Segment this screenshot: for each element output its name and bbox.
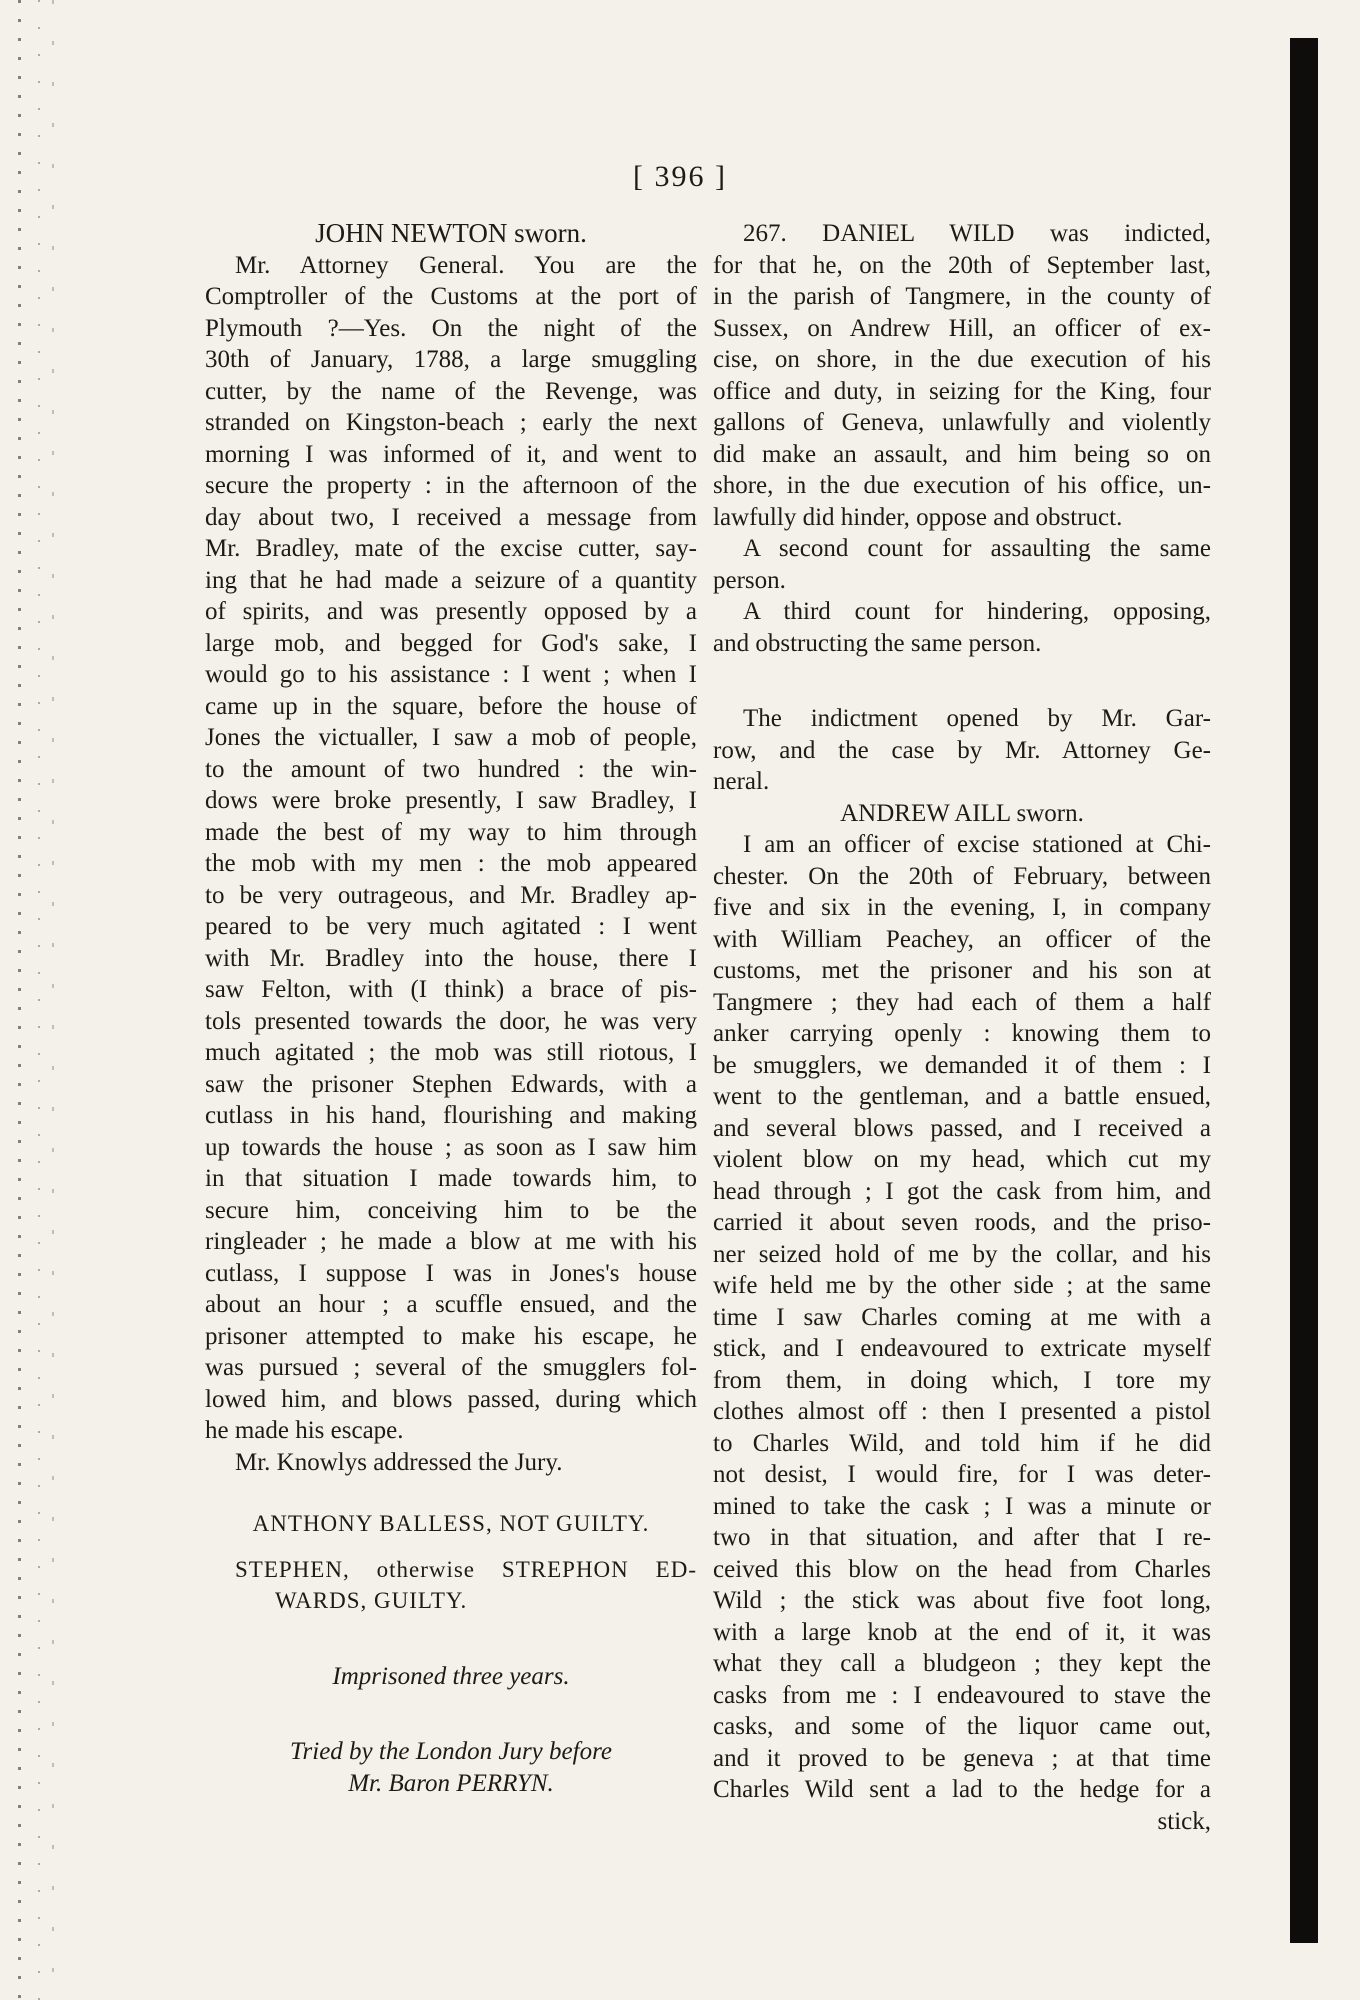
- verdict-edwards-2: WARDS, GUILTY.: [275, 1588, 468, 1613]
- left-testimony: [205, 250, 697, 1447]
- text-line: anker carrying openly : knowing them to: [713, 1020, 1211, 1047]
- text-line: two in that situation, and after that I re-: [713, 1524, 1211, 1551]
- text-line: from them, in doing which, I tore my: [713, 1366, 1211, 1394]
- text-line: peared to be very much agitated : I went: [205, 913, 697, 940]
- page-number: [ 396 ]: [633, 160, 727, 193]
- text-line: morning I was informed of it, and went to: [205, 440, 697, 468]
- text-line: time I saw Charles coming at me with a: [713, 1303, 1211, 1331]
- text-line: head through ; I got the cask from him, and: [713, 1177, 1211, 1205]
- text-line: with William Peachey, an officer of the: [713, 925, 1211, 953]
- text-line: office and duty, in seizing for the King, four: [713, 377, 1211, 405]
- right-column: [713, 218, 1211, 1837]
- text-line: to the amount of two hundred : the win-: [205, 755, 697, 783]
- text-line: shore, in the due execution of his office, un-: [713, 472, 1211, 499]
- text-line: stick, and I endeavoured to extricate myself: [713, 1335, 1211, 1362]
- text-line: I am an officer of excise stationed at Chi-: [743, 831, 1211, 858]
- text-line: he made his escape.: [205, 1417, 404, 1444]
- text-line: chester. On the 20th of February, between: [713, 862, 1211, 890]
- text-line: and obstructing the same person.: [713, 629, 1042, 657]
- text-line: neral.: [713, 768, 770, 795]
- text-line: to be very outrageous, and Mr. Bradley ap-: [205, 881, 697, 909]
- text-line: would go to his assistance : I went ; when I: [205, 661, 697, 688]
- text-line: cise, on shore, in the due execution of his: [713, 346, 1211, 373]
- text-line: up towards the house ; as soon as I saw him: [205, 1133, 697, 1161]
- text-line: five and six in the evening, I, in company: [713, 894, 1211, 921]
- text-line: large mob, and begged for God's sake, I: [205, 629, 697, 657]
- text-line: tols presented towards the door, he was very: [205, 1007, 697, 1035]
- third-count: [713, 596, 1211, 659]
- text-line: about an hour ; a scuffle ensued, and the: [205, 1291, 697, 1318]
- text-line: secure him, conceiving him to be the: [205, 1196, 697, 1224]
- text-line: mined to take the cask ; I was a minute or: [713, 1492, 1211, 1520]
- text-line: gallons of Geneva, unlawfully and violently: [713, 409, 1211, 436]
- text-line: be smugglers, we demanded it of them : I: [713, 1051, 1211, 1079]
- indictment-opened: [713, 703, 1211, 798]
- catchword: stick,: [1157, 1807, 1211, 1835]
- text-line: of spirits, and was presently opposed by a: [205, 598, 697, 625]
- text-line: clothes almost off : then I presented a pistol: [713, 1398, 1211, 1425]
- right-testimony: [713, 829, 1211, 1806]
- text-line: saw Felton, with (I think) a brace of pis-: [205, 976, 697, 1003]
- text-line: in that situation I made towards him, to: [205, 1165, 697, 1192]
- text-line: violent blow on my head, which cut my: [713, 1146, 1211, 1173]
- text-line: wife held me by the other side ; at the same: [713, 1272, 1211, 1299]
- text-line: the mob with my men : the mob appeared: [205, 850, 697, 877]
- text-line: casks, and some of the liquor came out,: [713, 1713, 1211, 1740]
- text-line: ringleader ; he made a blow at me with his: [205, 1228, 697, 1255]
- verdict-balless: ANTHONY BALLESS, NOT GUILTY.: [252, 1511, 650, 1536]
- text-line: did make an assault, and him being so on: [713, 440, 1211, 468]
- text-line: Sussex, on Andrew Hill, an officer of ex-: [713, 314, 1211, 342]
- verdict-edwards-1: STEPHEN, otherwise STREPHON ED-: [235, 1556, 697, 1582]
- text-line: stranded on Kingston-beach ; early the next: [205, 409, 697, 436]
- text-line: to Charles Wild, and told him if he did: [713, 1429, 1211, 1457]
- text-line: Plymouth ?—Yes. On the night of the: [205, 314, 697, 342]
- text-line: Comptroller of the Customs at the port of: [205, 283, 697, 310]
- text-line: lawfully did hinder, oppose and obstruct.: [713, 503, 1123, 531]
- text-line: Tangmere ; they had each of them a half: [713, 988, 1211, 1016]
- text-line: lowed him, and blows passed, during which: [205, 1385, 697, 1413]
- text-line: cutter, by the name of the Revenge, was: [205, 377, 697, 405]
- text-line: row, and the case by Mr. Attorney Ge-: [713, 736, 1211, 764]
- text-line: ing that he had made a seizure of a quantity: [205, 566, 697, 594]
- text-line: Jones the victualler, I saw a mob of people,: [205, 724, 697, 751]
- text-line: Mr. Bradley, mate of the excise cutter, say-: [205, 535, 697, 562]
- second-count: [713, 533, 1211, 596]
- text-line: not desist, I would fire, for I was deter-: [713, 1461, 1211, 1488]
- text-line: A third count for hindering, opposing,: [743, 598, 1211, 625]
- text-line: carried it about seven roods, and the priso-: [713, 1209, 1211, 1236]
- text-line: with a large knob at the end of it, it was: [713, 1618, 1211, 1646]
- indictment-text: [713, 218, 1211, 533]
- text-line: 267. DANIEL WILD was indicted,: [743, 220, 1211, 247]
- scan-binding-shadow: [1290, 38, 1318, 1943]
- jury-address: Mr. Knowlys addressed the Jury.: [235, 1448, 563, 1476]
- witness-heading: JOHN NEWTON sworn.: [315, 218, 587, 248]
- text-line: secure the property : in the afternoon of the: [205, 472, 697, 499]
- text-line: Mr. Attorney General. You are the: [235, 251, 697, 279]
- text-line: made the best of my way to him through: [205, 818, 697, 846]
- sentence: Imprisoned three years.: [332, 1662, 570, 1690]
- text-line: and several blows passed, and I received a: [713, 1114, 1211, 1142]
- witness-heading-aill: ANDREW AILL sworn.: [840, 799, 1084, 827]
- text-line: day about two, I received a message from: [205, 503, 697, 531]
- text-line: 30th of January, 1788, a large smuggling: [205, 346, 697, 373]
- text-line: Charles Wild sent a lad to the hedge for a: [713, 1776, 1211, 1803]
- tried-before-2: Mr. Baron PERRYN.: [348, 1769, 554, 1797]
- text-line: ner seized hold of me by the collar, and his: [713, 1240, 1211, 1268]
- text-line: cutlass, I suppose I was in Jones's house: [205, 1259, 697, 1287]
- text-line: Wild ; the stick was about five foot long,: [713, 1587, 1211, 1614]
- text-line: dows were broke presently, I saw Bradley, I: [205, 787, 697, 814]
- tried-before-1: Tried by the London Jury before: [290, 1738, 612, 1765]
- text-line: person.: [713, 566, 786, 594]
- text-line: with Mr. Bradley into the house, there I: [205, 944, 697, 972]
- text-line: The indictment opened by Mr. Gar-: [743, 705, 1211, 732]
- text-line: A second count for assaulting the same: [743, 535, 1211, 562]
- text-line: ceived this blow on the head from Charles: [713, 1555, 1211, 1583]
- left-column: [205, 218, 697, 1799]
- text-line: saw the prisoner Stephen Edwards, with a: [205, 1070, 697, 1098]
- text-line: and it proved to be geneva ; at that time: [713, 1744, 1211, 1772]
- text-line: what they call a bludgeon ; they kept the: [713, 1650, 1211, 1677]
- text-line: went to the gentleman, and a battle ensued,: [713, 1083, 1211, 1110]
- text-line: customs, met the prisoner and his son at: [713, 957, 1211, 984]
- text-line: cutlass in his hand, flourishing and making: [205, 1102, 697, 1129]
- text-line: casks from me : I endeavoured to stave the: [713, 1681, 1211, 1709]
- text-line: came up in the square, before the house of: [205, 692, 697, 720]
- text-line: for that he, on the 20th of September last,: [713, 251, 1211, 279]
- text-line: prisoner attempted to make his escape, he: [205, 1322, 697, 1350]
- text-line: in the parish of Tangmere, in the county of: [713, 283, 1211, 310]
- scan-edge-marks: [0, 0, 70, 2000]
- text-line: much agitated ; the mob was still riotous, I: [205, 1039, 697, 1066]
- text-line: was pursued ; several of the smugglers fol-: [205, 1354, 697, 1381]
